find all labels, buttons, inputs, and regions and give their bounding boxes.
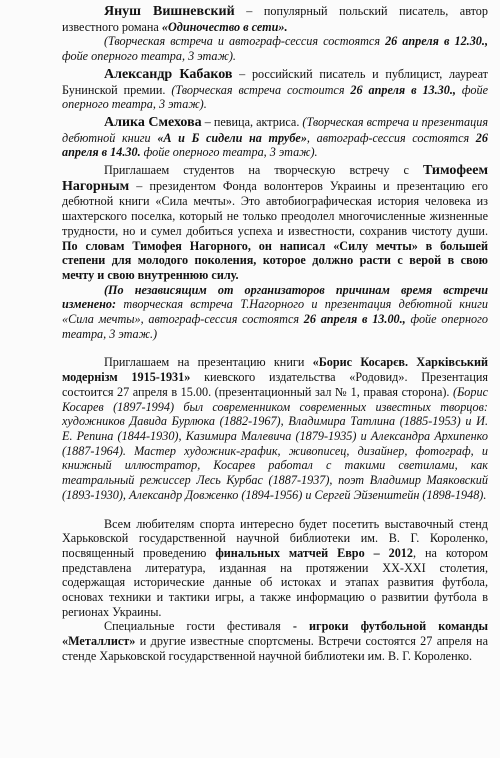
author-name-nagorny: Тимофеем Нагорным xyxy=(62,163,488,194)
author-name-kabakov: Александр Кабаков xyxy=(104,66,233,82)
paragraph-kabakov: Александр Кабаков – российский писатель и публицист, лауреат Бунинской премии. (Творческая встреча состоится 26 апреля в 13.30., фойе оперного театра, 3 этаж). xyxy=(62,66,488,112)
book-title-kosarev: «Борис Косарєв. Харківський модернізм 1915-1931» xyxy=(62,355,489,385)
note-nagorny: (По независящим от организаторов причинам время встречи изменено: творческая встреча Т.Нагорного и презентация дебютной книги «Сила мечты», автограф-сессия состоятся 26 апреля в 13.00., фойе оперного театра, 3 этаж.) xyxy=(62,282,488,341)
book-title-smekhova: «А и Б сидели на трубе» xyxy=(157,130,307,145)
author-name-wisniewski: Януш Вишневский xyxy=(104,4,235,19)
paragraph-sport: Всем любителям спорта интересно будет посетить выставочный стенд Харьковской государственной научной библиотеки им. В. Г. Короленко, посвященный проведению финальных матчей Евро – 2012, на котором представлена литература, изданная на протяжении XX-XXI столетия, содержащая исторические данные об истоках и этапах развития футбола, основах техники и тактики игры, а также информацию о развитии футбола в регионах Украины. xyxy=(62,516,488,619)
event-date: 26 апреля в 13.00., xyxy=(303,312,406,327)
event-date: 26 апреля в 13.30., xyxy=(350,82,456,97)
novel-title: «Одиночество в сети». xyxy=(161,19,288,34)
paragraph-kosarev: Приглашаем на презентацию книги «Борис Косарєв. Харківський модернізм 1915-1931» киевского издательства «Родовид». Презентация состоится 27 апреля в 15.00. (презентационный зал № 1, правая сторона). (Борис Косарев (1897-1994) был современником современных известных творцов: художников Давида Бурлюка (1882-1967), Владимира Татлина (1885-1953) и И. Е. Репина (1844-1930), Казимира Малевича (1879-1935) и Александра Архипенко (1887-1964). Мастер художник-график, живописец, дизайнер, фотограф, и книжный иллюстратор, Косарев работал с такими светилами, как театральный режиссер Лесь Курбас (1887-1937), поэт Владимир Маяковский (1893-1930), Александр Довженко (1894-1956) и Сергей Эйзенштейн (1898-1948). xyxy=(62,355,489,502)
event-date: 26 апреля в 12.30., xyxy=(385,34,488,49)
event-date: 26 апреля в 14.30. xyxy=(62,130,488,160)
paragraph-wisniewski: Януш Вишневский – популярный польский писатель, автор известного романа «Одиночество в сети». xyxy=(62,4,488,34)
schedule-change-notice: (По независящим от организаторов причинам время встречи изменено: xyxy=(62,282,488,312)
quote-nagorny: По словам Тимофея Нагорного, он написал «Силу мечты» в большей степени для молодого поколения, которое должно расти с верой в свою мечту и свою внутреннюю силу. xyxy=(62,238,488,282)
author-name-smekhova: Алика Смехова xyxy=(104,114,202,130)
note-wisniewski: (Творческая встреча и автограф-сессия состоятся 26 апреля в 12.30., фойе оперного театра, 3 этаж). xyxy=(62,34,488,64)
metallist-team-highlight: - игроки футбольной команды «Металлист» xyxy=(62,619,488,649)
paragraph-nagorny: Приглашаем студентов на творческую встречу с Тимофеем Нагорным – президентом Фонда волонтеров Украины и презентацию его дебютной книги «Сила мечты». Это автобиографическая история человека из шахтерского поселка, который не только преодолел многочисленные жизненные трудности, но и сумел добиться успеха и известности, сохранив чистоту души. По словам Тимофея Нагорного, он написал «Силу мечты» в большей степени для молодого поколения, которое должно расти с верой в свою мечту и свою внутреннюю силу. xyxy=(62,163,488,282)
kosarev-biography: (Борис Косарев (1897-1994) был современником современных известных творцов: художников Давида Бурлюка (1882-1967), Владимира Татлина (1885-1953) и И. Е. Репина (1844-1930), Казимира Малевича (1879-1935) и Александра Архипенко (1887-1964). Мастер художник-график, живописец, дизайнер, фотограф, и книжный иллюстратор, Косарев работал с такими светилами, как театральный режиссер Лесь Курбас (1887-1937), поэт Владимир Маяковский (1893-1930), Александр Довженко (1894-1956) и Сергей Эйзенштейн (1898-1948). xyxy=(62,384,488,502)
paragraph-smekhova: Алика Смехова – певица, актриса. (Творческая встреча и презентация дебютной книги «А и Б сидели на трубе», автограф-сессия состоятся 26 апреля в 14.30. фойе оперного театра, 3 этаж). xyxy=(62,114,488,160)
paragraph-guests: Специальные гости фестиваля - игроки футбольной команды «Металлист» и другие известные спортсмены. Встречи состоятся 27 апреля на стенде Харьковской государственной научной библиотеки им. В. Г. Короленко. xyxy=(62,619,488,663)
euro-2012-highlight: финальных матчей Евро – 2012 xyxy=(215,545,413,560)
